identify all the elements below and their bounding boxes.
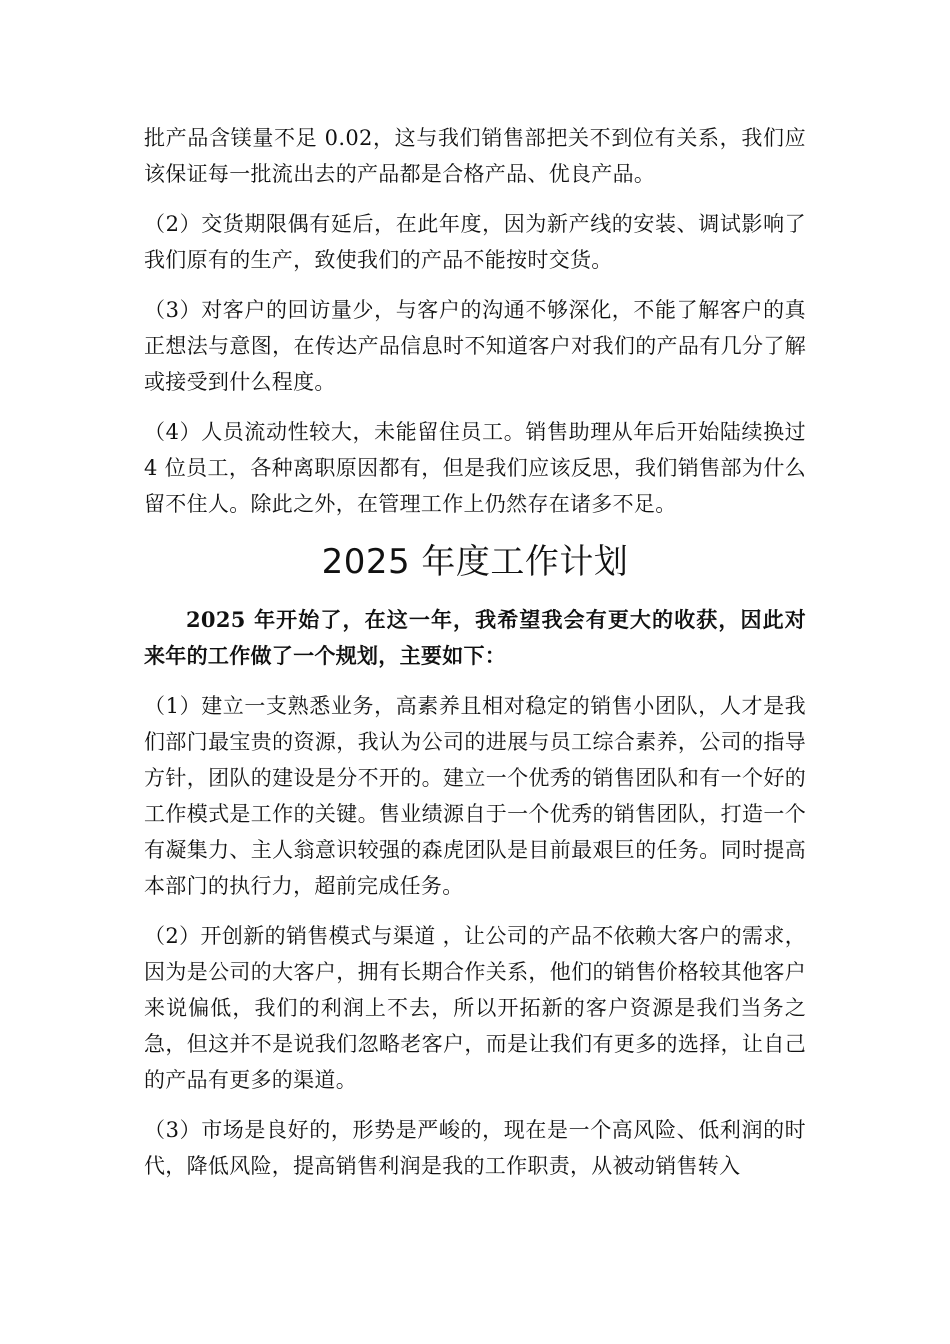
section-heading: 2025 年度工作计划 xyxy=(321,542,629,582)
paragraph-issue-3: （3）对客户的回访量少，与客户的沟通不够深化，不能了解客户的真正想法与意图，在传达产品信息时不知道客户对我们的产品有几分了解或接受到什么程度。 xyxy=(144,298,806,394)
paragraph-issue-2: （2）交货期限偶有延后，在此年度，因为新产线的安装、调试影响了我们原有的生产，致使我们的产品不能按时交货。 xyxy=(144,212,806,272)
paragraph-plan-1: （1）建立一支熟悉业务，高素养且相对稳定的销售小团队，人才是我们部门最宝贵的资源，我认为公司的进展与员工综合素养，公司的指导方针，团队的建设是分不开的。建立一个优秀的销售团队和有一个好的工作模式是工作的关键。售业绩源自于一个优秀的销售团队，打造一个有凝集力、主人翁意识较强的森虎团队是目前最艰巨的任务。同时提高本部门的执行力，超前完成任务。 xyxy=(144,694,806,898)
paragraph-continued: 批产品含镁量不足 0.02，这与我们销售部把关不到位有关系，我们应该保证每一批流出去的产品都是合格产品、优良产品。 xyxy=(144,126,806,186)
paragraph-issue-4: （4）人员流动性较大，未能留住员工。销售助理从年后开始陆续换过 4 位员工，各种离职原因都有，但是我们应该反思，我们销售部为什么留不住人。除此之外，在管理工作上仍然存在诸多不足。 xyxy=(144,420,806,516)
paragraph-plan-3: （3）市场是良好的，形势是严峻的，现在是一个高风险、低利润的时代，降低风险，提高销售利润是我的工作职责，从被动销售转入 xyxy=(144,1118,806,1178)
paragraph-plan-2: （2）开创新的销售模式与渠道 ，让公司的产品不依赖大客户的需求，因为是公司的大客户，拥有长期合作关系，他们的销售价格较其他客户来说偏低，我们的利润上不去，所以开拓新的客户资源是我们当务之急，但这并不是说我们忽略老客户，而是让我们有更多的选择，让自己的产品有更多的渠道。 xyxy=(144,924,806,1092)
document-page xyxy=(144,120,806,1198)
plan-intro: 2025 年开始了，在这一年，我希望我会有更大的收获，因此对来年的工作做了一个规划，主要如下： xyxy=(144,607,806,668)
